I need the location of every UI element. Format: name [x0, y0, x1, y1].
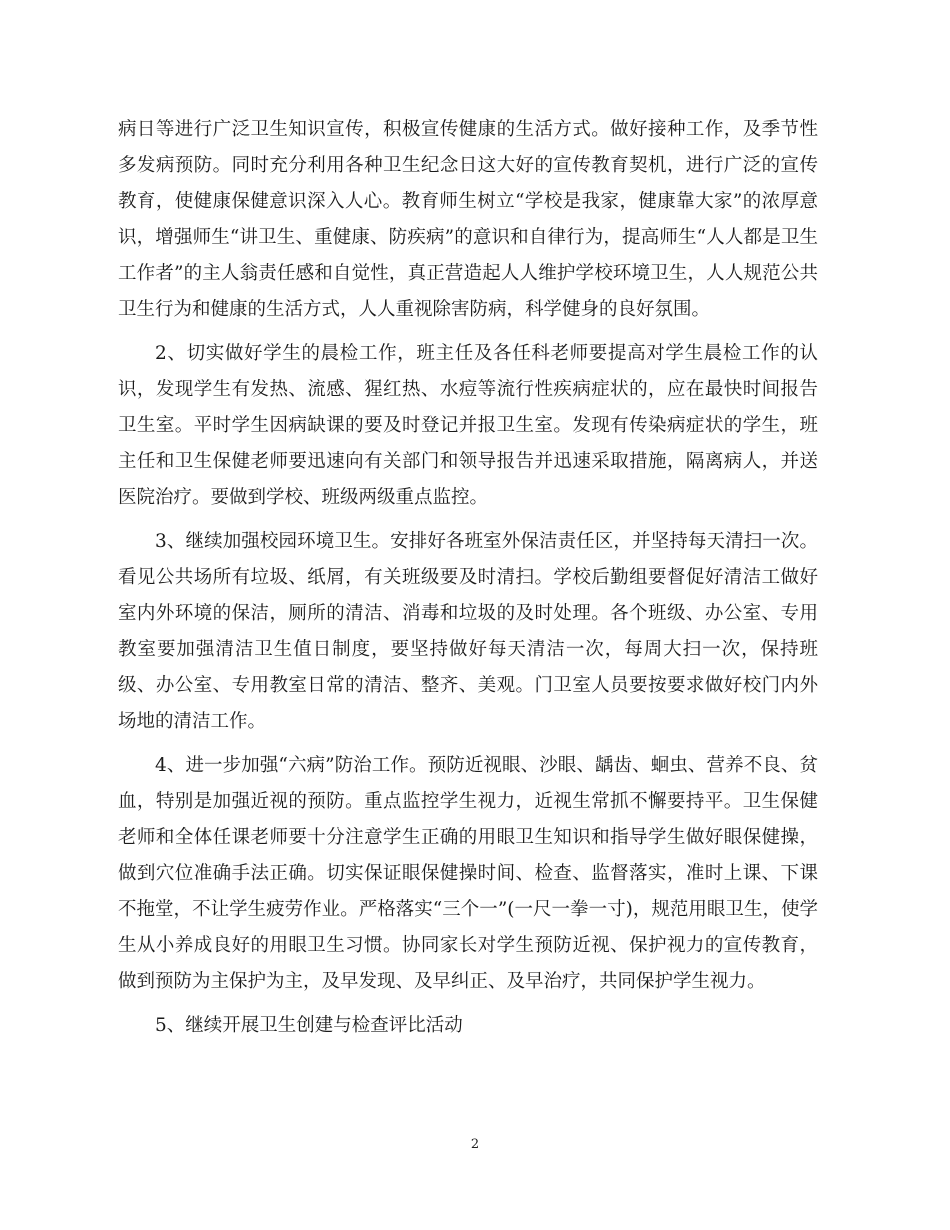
document-body: [118, 112, 818, 1052]
page-number: 2: [470, 1137, 480, 1152]
paragraph-campus-hygiene: 3、继续加强校园环境卫生。安排好各班室外保洁责任区，并坚持每天清扫一次。看见公共场所有垃圾、纸屑，有关班级要及时清扫。学校后勤组要督促好清洁工做好室内外环境的保洁，厕所的清洁、消毒和垃圾的及时处理。各个班级、办公室、专用教室要加强清洁卫生值日制度，要坚持做好每天清洁一次，每周大扫一次，保持班级、办公室、专用教室日常的清洁、整齐、美观。门卫室人员要按要求做好校门内外场地的清洁工作。: [118, 531, 818, 732]
paragraph-health-promotion: 病日等进行广泛卫生知识宣传，积极宣传健康的生活方式。做好接种工作，及季节性多发病预防。同时充分利用各种卫生纪念日这大好的宣传教育契机，进行广泛的宣传教育，使健康保健意识深入人心。教育师生树立“学校是我家，健康靠大家”的浓厚意识，增强师生“讲卫生、重健康、防疾病”的意识和自律行为，提高师生“人人都是卫生工作者”的主人翁责任感和自觉性，真正营造起人人维护学校环境卫生，人人规范公共卫生行为和健康的生活方式，人人重视除害防病，科学健身的良好氛围。: [118, 119, 818, 320]
paragraph-six-diseases: 4、进一步加强“六病”防治工作。预防近视眼、沙眼、龋齿、蛔虫、营养不良、贫血，特别是加强近视的预防。重点监控学生视力，近视生常抓不懈要持平。卫生保健老师和全体任课老师要十分注意学生正确的用眼卫生知识和指导学生做好眼保健操，做到穴位准确手法正确。切实保证眼保健操时间、检查、监督落实，准时上课、下课不拖堂，不让学生疲劳作业。严格落实“三个一”(一尺一拳一寸)，规范用眼卫生，使学生从小养成良好的用眼卫生习惯。协同家长对学生预防近视、保护视力的宣传教育，做到预防为主保护为主，及早发现、及早纠正、及早治疗，共同保护学生视力。: [118, 755, 818, 992]
paragraph-hygiene-inspection: 5、继续开展卫生创建与检查评比活动: [155, 1015, 463, 1036]
paragraph-morning-check: 2、切实做好学生的晨检工作，班主任及各任科老师要提高对学生晨检工作的认识，发现学生有发热、流感、猩红热、水痘等流行性疾病症状的，应在最快时间报告卫生室。平时学生因病缺课的要及时登记并报卫生室。发现有传染病症状的学生，班主任和卫生保健老师要迅速向有关部门和领导报告并迅速采取措施，隔离病人，并送医院治疗。要做到学校、班级两级重点监控。: [118, 343, 818, 508]
